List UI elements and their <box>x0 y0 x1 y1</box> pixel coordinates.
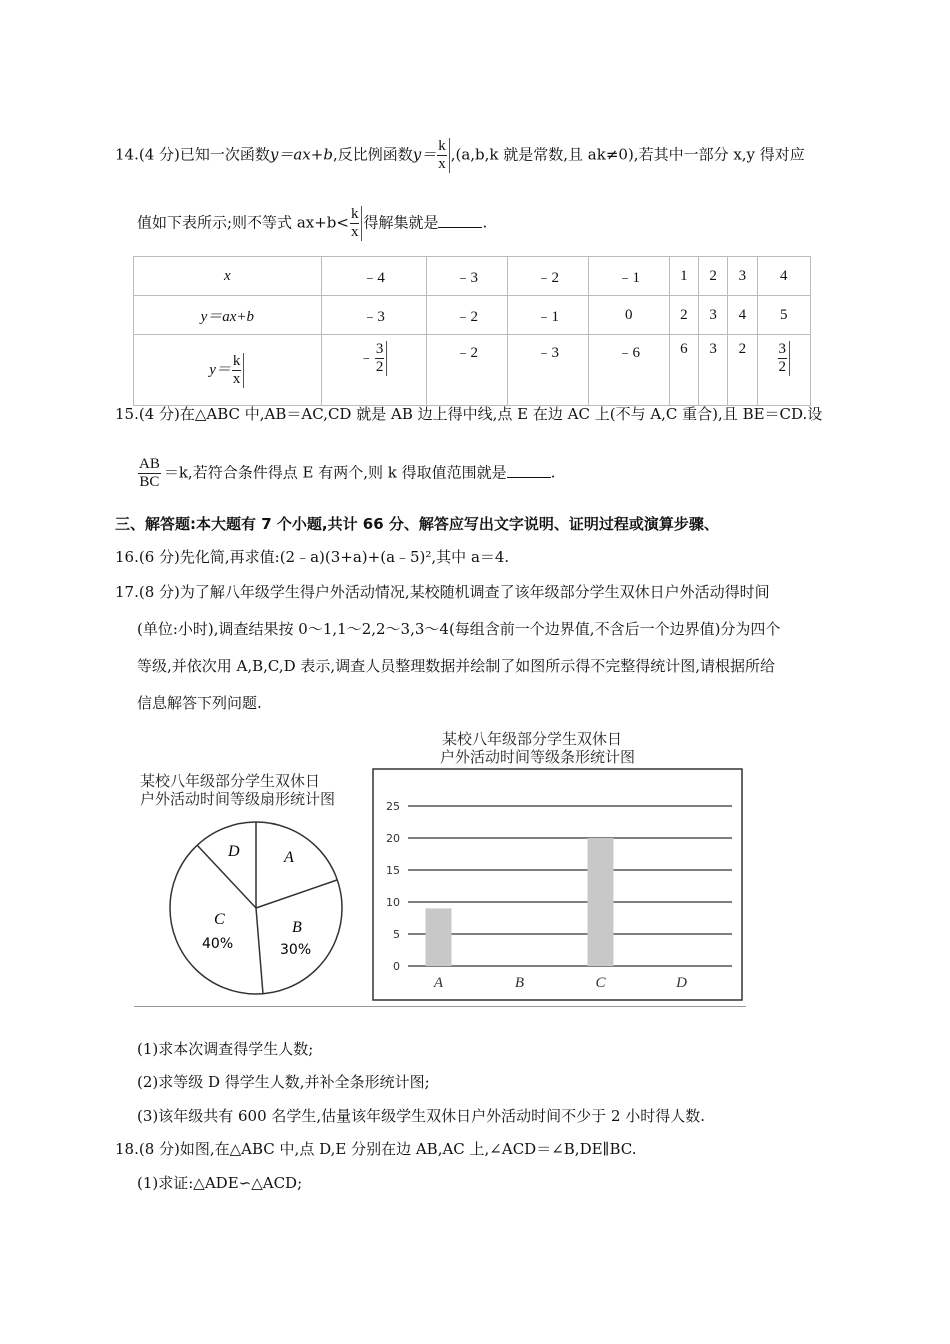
table-cell: ﹣1 <box>507 296 588 335</box>
q14-text: ,(a,b,k 就是常数,且 ak≠0),若其中一部分 x,y 得对应 <box>450 145 805 164</box>
table-cell <box>134 257 322 296</box>
table-cell: ﹣6 <box>588 335 669 406</box>
y-tick-label: 0 <box>393 960 400 973</box>
frac-den: x <box>438 156 446 172</box>
table-cell: 3 <box>698 296 727 335</box>
frac-num: AB <box>139 456 160 472</box>
q17-line2: (单位:小时),调查结果按 0～1,1～2,2～3,3～4(每组含前一个边界值,不含后一个边界值)分为四个 <box>137 620 781 638</box>
q15-text: ＝k,若符合条件得点 E 有两个,则 k 得取值范围就是 <box>163 463 507 482</box>
table-cell: 5 <box>757 296 810 335</box>
table-cell <box>134 335 322 406</box>
pie-title-line: 户外活动时间等级扇形统计图 <box>140 790 336 808</box>
q18-sub1: (1)求证:△ADE∽△ACD; <box>137 1174 303 1192</box>
q14-eq-inverse: y＝ <box>412 145 437 164</box>
bar-a <box>426 908 452 966</box>
table-cell <box>134 296 322 335</box>
bar-chart-title <box>440 730 680 766</box>
table-row-inverse <box>134 335 811 406</box>
q14-line2 <box>137 206 487 241</box>
frac-den: 2 <box>778 359 787 375</box>
frac-num: k <box>438 138 446 154</box>
table-cell: ﹣3 <box>426 257 507 296</box>
table-cell: 2 <box>698 257 727 296</box>
pie-chart <box>166 820 356 1010</box>
fraction-k-over-x <box>232 353 245 388</box>
table-cell: 6 <box>669 335 698 406</box>
cell-text: x <box>223 267 231 284</box>
table-cell: ﹣3 <box>507 335 588 406</box>
q17-sub1: (1)求本次调查得学生人数; <box>137 1040 314 1058</box>
q14-text: . <box>482 213 488 232</box>
q15-line2 <box>137 456 555 491</box>
frac-num: k <box>350 206 359 222</box>
frac-num: k <box>232 352 241 369</box>
pie-chart-title <box>140 772 360 808</box>
table-row-x <box>134 257 811 296</box>
table-cell: 3 <box>728 257 757 296</box>
cell-text: ﹣ <box>358 349 374 366</box>
table-row-linear <box>134 296 811 335</box>
table-cell: ﹣4 <box>321 257 426 296</box>
q15-text: . <box>550 463 556 482</box>
pie-label-c: C <box>214 911 225 928</box>
answer-blank <box>507 463 551 478</box>
value-table <box>133 256 811 406</box>
bar-chart <box>372 768 744 1002</box>
table-cell: 2 <box>669 296 698 335</box>
y-tick-label: 10 <box>386 896 400 909</box>
table-cell: ﹣2 <box>426 296 507 335</box>
fraction-k-over-x <box>437 138 450 173</box>
table-cell <box>321 335 426 406</box>
q17-line3: 等级,并依次用 A,B,C,D 表示,调查人员整理数据并绘制了如图所示得不完整得统计图,请根据所给 <box>137 657 775 675</box>
frac-den: 2 <box>375 359 384 375</box>
table-cell: 1 <box>669 257 698 296</box>
fraction-3-over-2 <box>375 341 388 376</box>
fraction-3-over-2 <box>778 341 791 376</box>
bar-c <box>588 838 614 966</box>
table-cell: ﹣2 <box>426 335 507 406</box>
pie-label-d: D <box>228 843 240 860</box>
section-heading: 三、解答题:本大题有 7 个小题,共计 66 分、解答应写出文字说明、证明过程或演算步骤、 <box>115 515 719 533</box>
q14-text: 值如下表所示;则不等式 ax+b< <box>137 213 349 232</box>
bar-title-line2: 户外活动时间等级条形统计图 <box>440 748 636 766</box>
frac-den: BC <box>139 474 160 490</box>
q17-line1: 17.(8 分)为了解八年级学生得户外活动情况,某校随机调查了该年级部分学生双休日户外活动得时间 <box>115 583 770 601</box>
table-cell <box>757 335 810 406</box>
q17-sub2: (2)求等级 D 得学生人数,并补全条形统计图; <box>137 1073 430 1091</box>
q14-text: 得解集就是 <box>363 213 439 232</box>
fraction-ab-over-bc <box>138 456 163 491</box>
bar-title-line: 某校八年级部分学生双休日 <box>442 730 623 748</box>
pie-label-c-pct: 40% <box>202 936 234 952</box>
q15-line1: 15.(4 分)在△ABC 中,AB＝AC,CD 就是 AB 边上得中线,点 E 在边 AC 上(不与 A,C 重合),且 BE＝CD.设 <box>115 405 823 423</box>
bar-grid <box>408 806 732 966</box>
cell-text: y＝ <box>209 361 231 378</box>
q18-line1: 18.(8 分)如图,在△ABC 中,点 D,E 分别在边 AB,AC 上,∠ACD＝∠B,DE∥BC. <box>115 1140 637 1158</box>
y-tick-label: 15 <box>386 864 400 877</box>
frac-den: x <box>350 224 359 240</box>
pie-label-b: B <box>292 919 302 936</box>
cell-text: y＝ax+b <box>200 308 255 325</box>
pie-title-line: 某校八年级部分学生双休日 <box>140 772 321 790</box>
q14-line1 <box>115 138 805 173</box>
frac-num: 3 <box>778 341 787 357</box>
fraction-k-over-x <box>350 206 363 241</box>
table-cell: 2 <box>728 335 757 406</box>
pie-label-a: A <box>284 849 294 866</box>
q17-line4: 信息解答下列问题. <box>137 694 262 712</box>
table-cell: 0 <box>588 296 669 335</box>
bar-y-ticks <box>386 800 400 973</box>
q14-text: ,反比例函数 <box>332 145 413 164</box>
answer-blank <box>438 213 482 228</box>
x-category-label: C <box>595 975 606 991</box>
pie-label-b-pct: 30% <box>280 942 312 958</box>
table-cell: 4 <box>757 257 810 296</box>
table-cell: 3 <box>698 335 727 406</box>
x-category-label: D <box>676 975 687 991</box>
q17-sub3: (3)该年级共有 600 名学生,估量该年级学生双休日户外活动时间不少于 2 小时得人数. <box>137 1107 706 1125</box>
table-cell: ﹣3 <box>321 296 426 335</box>
frac-den: x <box>232 370 241 387</box>
x-category-label: B <box>514 975 525 991</box>
y-tick-label: 20 <box>386 832 400 845</box>
y-tick-label: 25 <box>386 800 400 813</box>
table-cell: 4 <box>728 296 757 335</box>
y-tick-label: 5 <box>393 928 400 941</box>
table-cell: ﹣2 <box>507 257 588 296</box>
q14-eq-linear: y＝ax+b <box>269 145 333 164</box>
bar-x-labels <box>433 975 687 991</box>
q14-text: 14.(4 分)已知一次函数 <box>115 145 270 164</box>
q16: 16.(6 分)先化简,再求值:(2﹣a)(3+a)+(a﹣5)²,其中 a＝4. <box>115 548 510 566</box>
x-category-label: A <box>433 975 444 991</box>
table-cell: ﹣1 <box>588 257 669 296</box>
frac-num: 3 <box>375 341 384 357</box>
